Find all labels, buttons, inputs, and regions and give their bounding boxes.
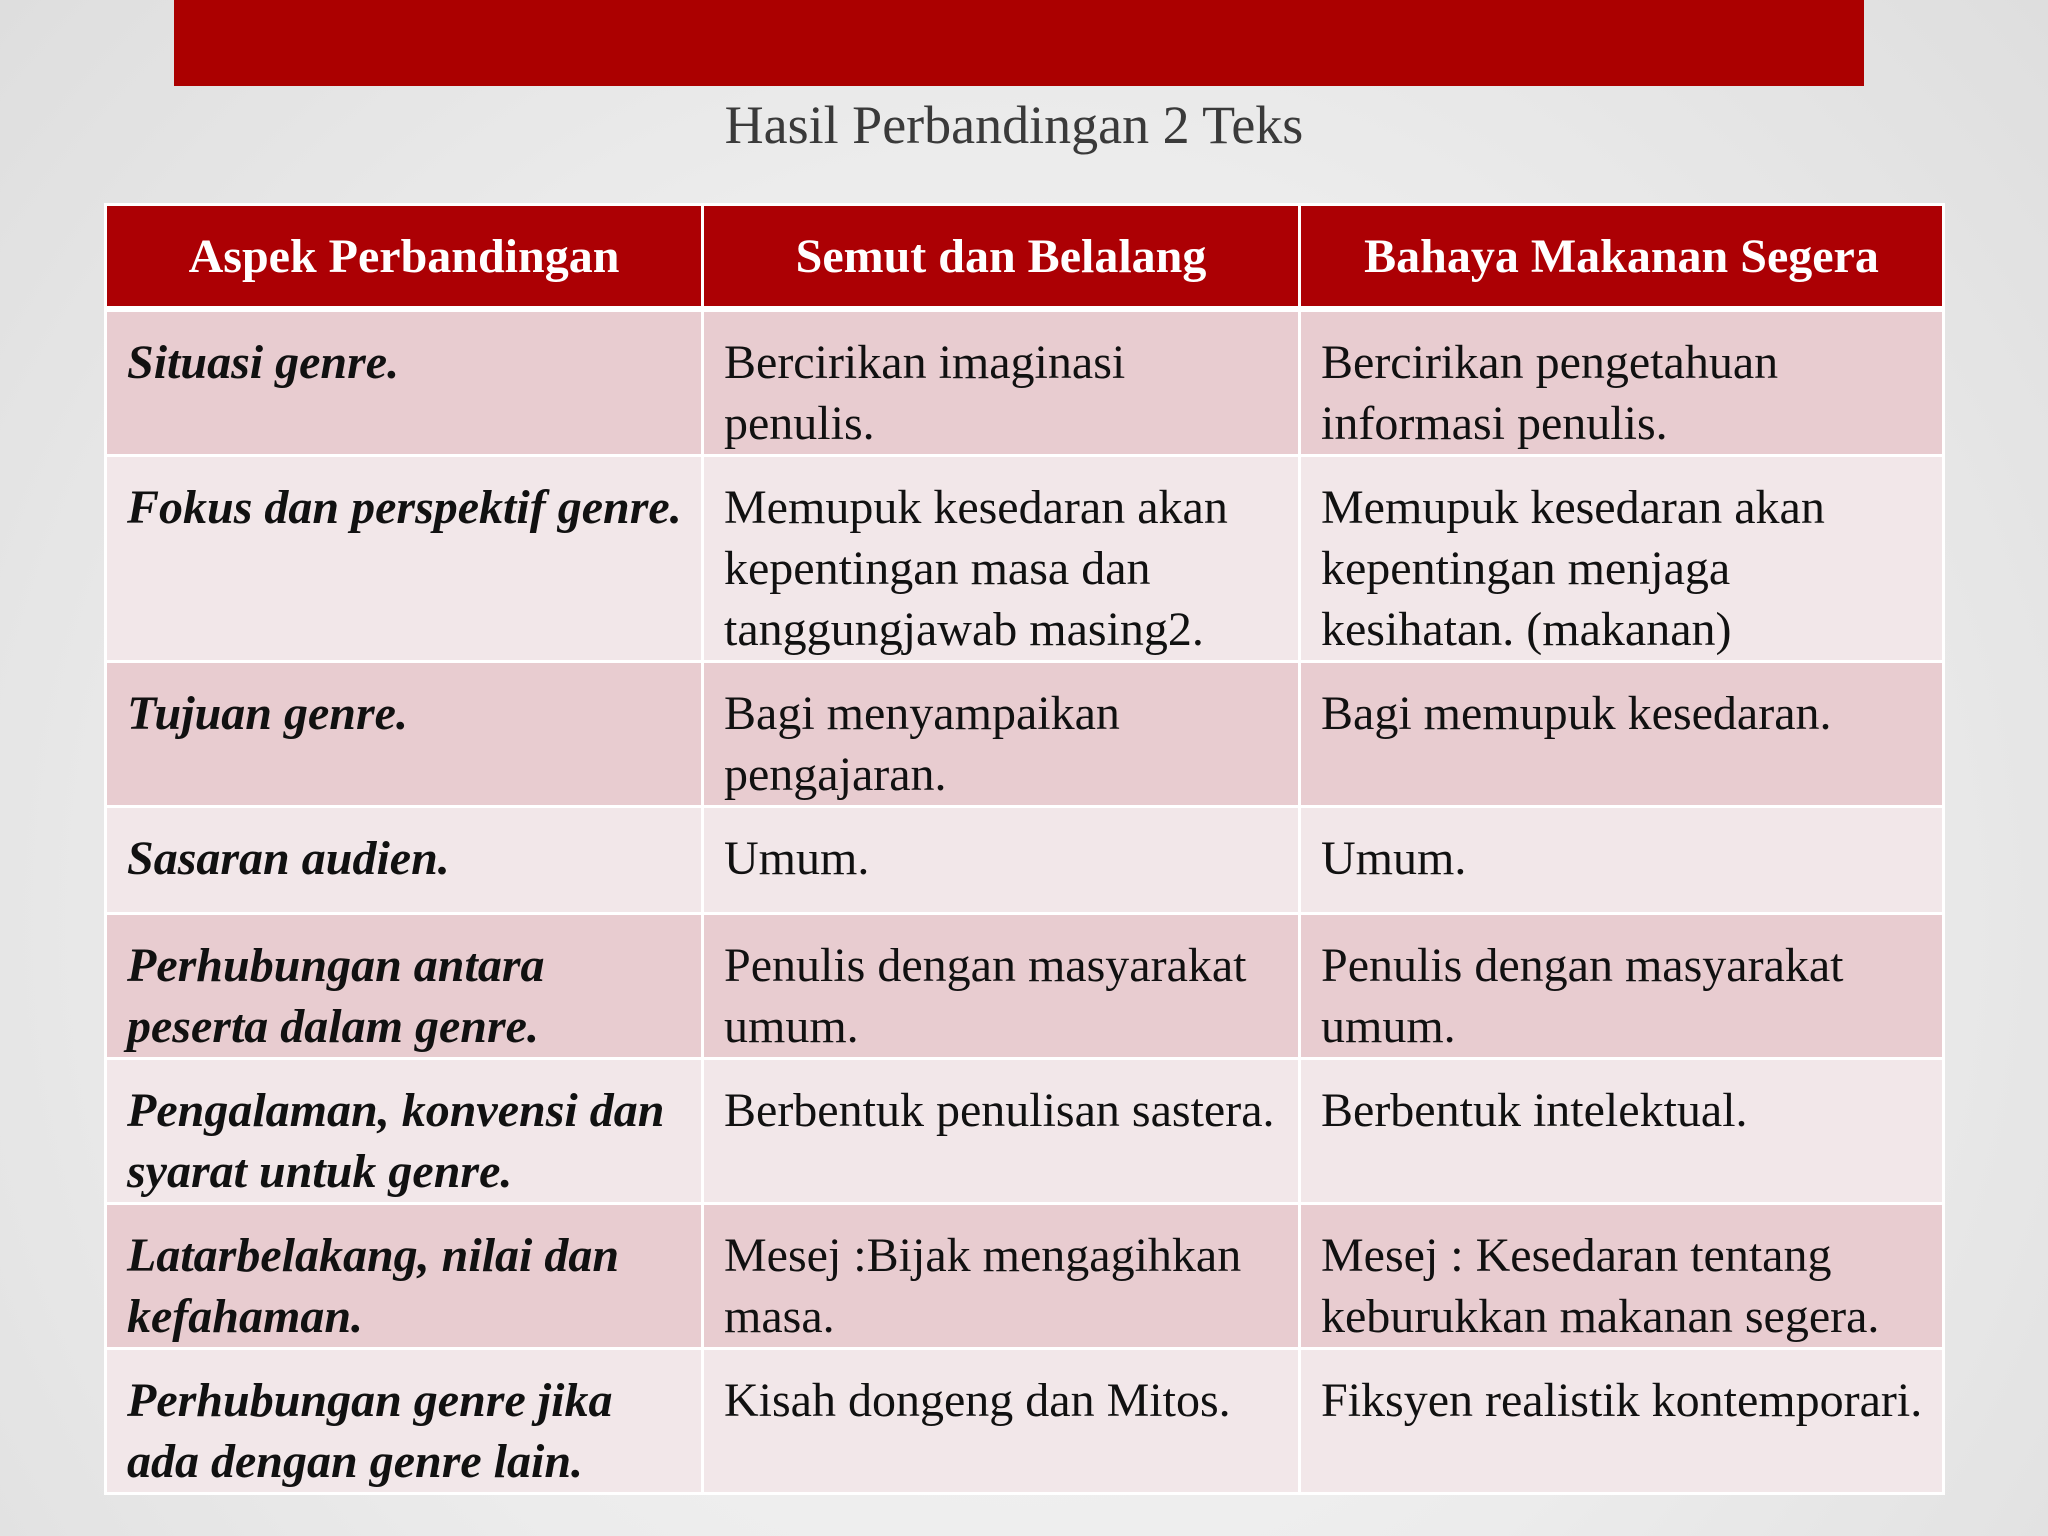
text2-cell: Penulis dengan masyarakat umum. [1300, 914, 1944, 1059]
aspect-cell: Pengalaman, konvensi dan syarat untuk genre. [106, 1059, 703, 1204]
text1-cell: Umum. [703, 807, 1300, 914]
text2-cell: Mesej : Kesedaran tentang keburukkan makanan segera. [1300, 1204, 1944, 1349]
table-row [106, 1349, 1944, 1494]
table-row [106, 1059, 1944, 1204]
aspect-cell: Sasaran audien. [106, 807, 703, 914]
text1-cell: Penulis dengan masyarakat umum. [703, 914, 1300, 1059]
aspect-cell: Perhubungan genre jika ada dengan genre lain. [106, 1349, 703, 1494]
table-header-row [106, 205, 1944, 310]
aspect-cell: Perhubungan antara peserta dalam genre. [106, 914, 703, 1059]
aspect-cell: Situasi genre. [106, 309, 703, 456]
table-row [106, 807, 1944, 914]
text2-cell: Berbentuk intelektual. [1300, 1059, 1944, 1204]
header-aspect: Aspek Perbandingan [106, 205, 703, 310]
header-semut-dan-belalang: Semut dan Belalang [703, 205, 1300, 310]
text2-cell: Bercirikan pengetahuan informasi penulis. [1300, 309, 1944, 456]
table-row [106, 456, 1944, 662]
text2-cell: Umum. [1300, 807, 1944, 914]
text1-cell: Kisah dongeng dan Mitos. [703, 1349, 1300, 1494]
text1-cell: Memupuk kesedaran akan kepentingan masa dan tanggungjawab masing2. [703, 456, 1300, 662]
text1-cell: Bercirikan imaginasi penulis. [703, 309, 1300, 456]
table-row [106, 662, 1944, 807]
aspect-cell: Latarbelakang, nilai dan kefahaman. [106, 1204, 703, 1349]
text2-cell: Memupuk kesedaran akan kepentingan menjaga kesihatan. (makanan) [1300, 456, 1944, 662]
text1-cell: Bagi menyampaikan pengajaran. [703, 662, 1300, 807]
text2-cell: Bagi memupuk kesedaran. [1300, 662, 1944, 807]
table-row [106, 309, 1944, 456]
aspect-cell: Fokus dan perspektif genre. [106, 456, 703, 662]
table-row [106, 914, 1944, 1059]
header-bahaya-makanan-segera: Bahaya Makanan Segera [1300, 205, 1944, 310]
aspect-cell: Tujuan genre. [106, 662, 703, 807]
table-row [106, 1204, 1944, 1349]
page-title: Hasil Perbandingan 2 Teks [724, 95, 1304, 155]
title-accent-bar [174, 0, 1864, 86]
text2-cell: Fiksyen realistik kontemporari. [1300, 1349, 1944, 1494]
text1-cell: Mesej :Bijak mengagihkan masa. [703, 1204, 1300, 1349]
comparison-table [104, 203, 1945, 1495]
text1-cell: Berbentuk penulisan sastera. [703, 1059, 1300, 1204]
